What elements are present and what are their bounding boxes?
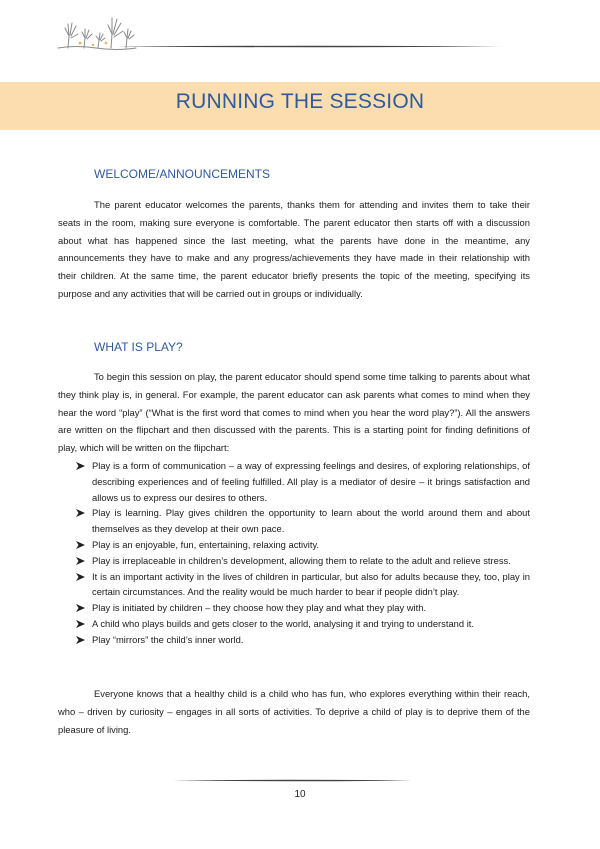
list-item-text: A child who plays builds and gets closer to the world, analysing it and trying to understand it. bbox=[92, 617, 474, 629]
what-is-play-paragraph: To begin this session on play, the parent educator should spend some time talking to parents about what they think play is, in general. For example, the parent educator can ask parents what comes to mind when they hear the word “play” (“What is the first word that comes to mind when you hear the word play?”). All the answers are written on the flipchart and then discussed with the parents. This is a starting point for finding definitions of play, which will be written on the flipchart: bbox=[58, 371, 530, 454]
footer-divider bbox=[172, 779, 412, 782]
section-heading-welcome: WELCOME/ANNOUNCEMENTS bbox=[94, 167, 271, 181]
list-item-text: Play is an enjoyable, fun, entertaining, relaxing activity. bbox=[92, 538, 320, 550]
header-divider bbox=[118, 45, 502, 48]
list-item-text: It is an important activity in the lives of children in particular, but also for adults because they, too, play in certain circumstances. And the reality would be much harder to bear if people didn’t play. bbox=[92, 570, 530, 598]
page-number: 10 bbox=[294, 789, 306, 800]
list-item bbox=[75, 616, 530, 632]
arrow-bullet-icon bbox=[75, 619, 86, 629]
arrow-bullet-icon bbox=[75, 540, 86, 550]
list-item-text: Play “mirrors” the child’s inner world. bbox=[92, 633, 244, 645]
closing-paragraph: Everyone knows that a healthy child is a child who has fun, who explores everything within their reach, who – driven by curiosity – engages in all sorts of activities. To deprive a child of play is to deprive them of the pleasure of living. bbox=[58, 688, 530, 735]
list-item bbox=[75, 569, 530, 601]
list-item bbox=[75, 553, 530, 569]
arrow-bullet-icon bbox=[75, 461, 86, 471]
list-item bbox=[75, 458, 530, 505]
section-heading-what-is-play: WHAT IS PLAY? bbox=[94, 340, 183, 354]
page-title: RUNNING THE SESSION bbox=[175, 90, 425, 113]
arrow-bullet-icon bbox=[75, 603, 86, 613]
children-hands-icon bbox=[56, 10, 138, 50]
list-item bbox=[75, 600, 530, 616]
list-item bbox=[75, 505, 530, 537]
list-item-text: Play is irreplaceable in children’s development, allowing them to relate to the adult and relieve stress. bbox=[92, 554, 511, 566]
arrow-bullet-icon bbox=[75, 572, 86, 582]
list-item-text: Play is initiated by children – they choose how they play and what they play with. bbox=[92, 602, 427, 614]
welcome-paragraph: The parent educator welcomes the parents, thanks them for attending and invites them to take their seats in the room, making sure everyone is comfortable. The parent educator then starts off with a discussion about what has happened since the last meeting, what the parents have done in the meantime, any announcements they have to make and any progress/achievements they have made in their relationship with their children. At the same time, the parent educator briefly presents the topic of the meeting, specifying its purpose and any activities that will be carried out in groups or individually. bbox=[58, 199, 530, 299]
list-item bbox=[75, 537, 530, 553]
arrow-bullet-icon bbox=[75, 556, 86, 566]
list-item-text: Play is learning. Play gives children the opportunity to learn about the world around them and about themselves as they develop at their own pace. bbox=[92, 507, 530, 535]
arrow-bullet-icon bbox=[75, 635, 86, 645]
list-item bbox=[75, 632, 530, 648]
arrow-bullet-icon bbox=[75, 508, 86, 518]
list-item-text: Play is a form of communication – a way of expressing feelings and desires, of exploring relationships, of describing experiences and of feeling fulfilled. All play is a mediator of desire – it brings satisfaction and allows us to express our desires to others. bbox=[92, 460, 530, 503]
play-definitions-list bbox=[75, 458, 530, 648]
